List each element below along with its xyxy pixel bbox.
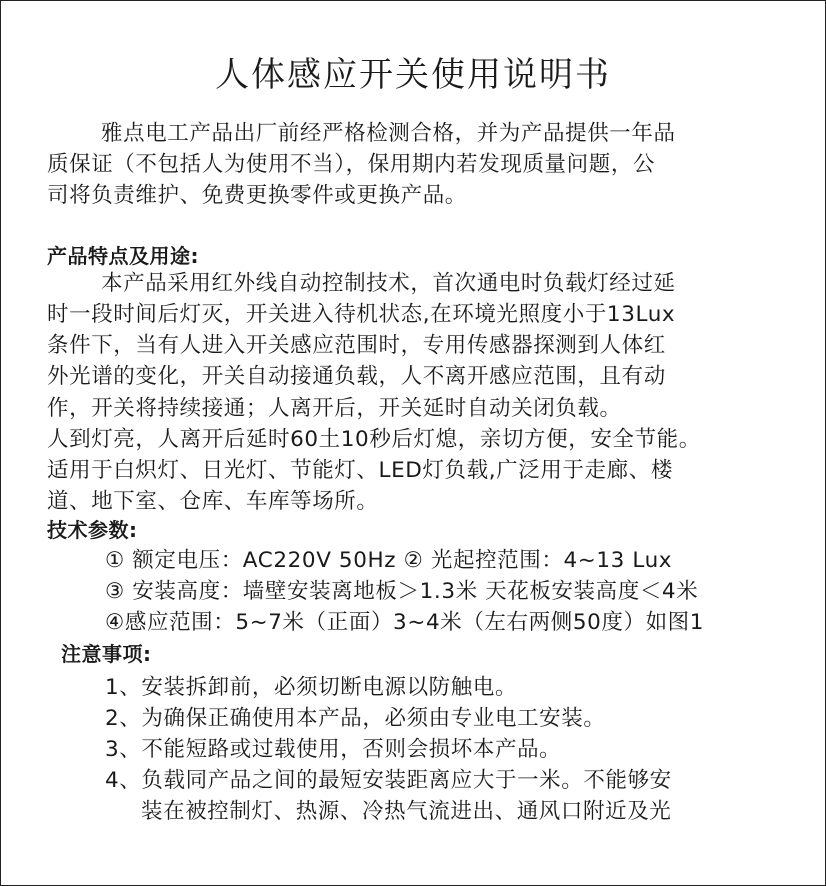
features-line-4: 外光谱的变化，开关自动接通负载，人不离开感应范围，且有动 — [47, 364, 666, 389]
specs-heading: 技术参数: — [47, 518, 138, 542]
intro-line-2: 质保证（不包括人为使用不当），保用期内若发现质量问题，公 — [47, 152, 656, 177]
notes-line-4: 4、负载同产品之间的最短安装距离应大于一米。不能够安 — [105, 768, 672, 793]
features-line-5: 作，开关将持续接通；人离开后，开关延时自动关闭负载。 — [47, 396, 622, 421]
features-line-1: 本产品采用红外线自动控制技术，首次通电时负载灯经过延 — [101, 271, 676, 296]
intro-line-1: 雅点电工产品出厂前经严格检测合格，并为产品提供一年品 — [101, 121, 676, 146]
features-line-2: 时一段时间后灯灭，开关进入待机状态,在环境光照度小于13Lux — [47, 302, 676, 327]
notes-line-2: 2、为确保正确使用本产品，必须由专业电工安装。 — [105, 706, 606, 731]
specs-line-1: ① 额定电压：AC220V 50Hz ② 光起控范围：4~13 Lux — [105, 548, 673, 573]
features-line-7: 适用于白炽灯、日光灯、节能灯、LED灯负载,广泛用于走廊、楼 — [47, 458, 673, 483]
features-heading: 产品特点及用途: — [47, 244, 199, 268]
notes-line-1: 1、安装拆卸前，必须切断电源以防触电。 — [105, 675, 518, 700]
intro-line-3: 司将负责维护、免费更换零件或更换产品。 — [47, 183, 467, 208]
features-line-6: 人到灯亮，人离开后延时60土10秒后灯熄，亲切方便，安全节能。 — [47, 427, 701, 452]
features-line-8: 道、地下室、仓库、车库等场所。 — [47, 489, 379, 514]
notes-heading: 注意事项: — [61, 642, 152, 666]
features-line-3: 条件下，当有人进入开关感应范围时，专用传感器探测到人体红 — [47, 333, 666, 358]
specs-line-3: ④感应范围：5~7米（正面）3~4米（左右两侧50度）如图1 — [105, 610, 705, 635]
page-title: 人体感应开关使用说明书 — [215, 55, 611, 95]
notes-line-5: 装在被控制灯、热源、冷热气流进出、通风口附近及光 — [141, 799, 672, 824]
notes-line-3: 3、不能短路或过载使用，否则会损坏本产品。 — [105, 737, 562, 762]
specs-line-2: ③ 安装高度：墙壁安装离地板＞1.3米 天花板安装高度＜4米 — [105, 579, 699, 604]
